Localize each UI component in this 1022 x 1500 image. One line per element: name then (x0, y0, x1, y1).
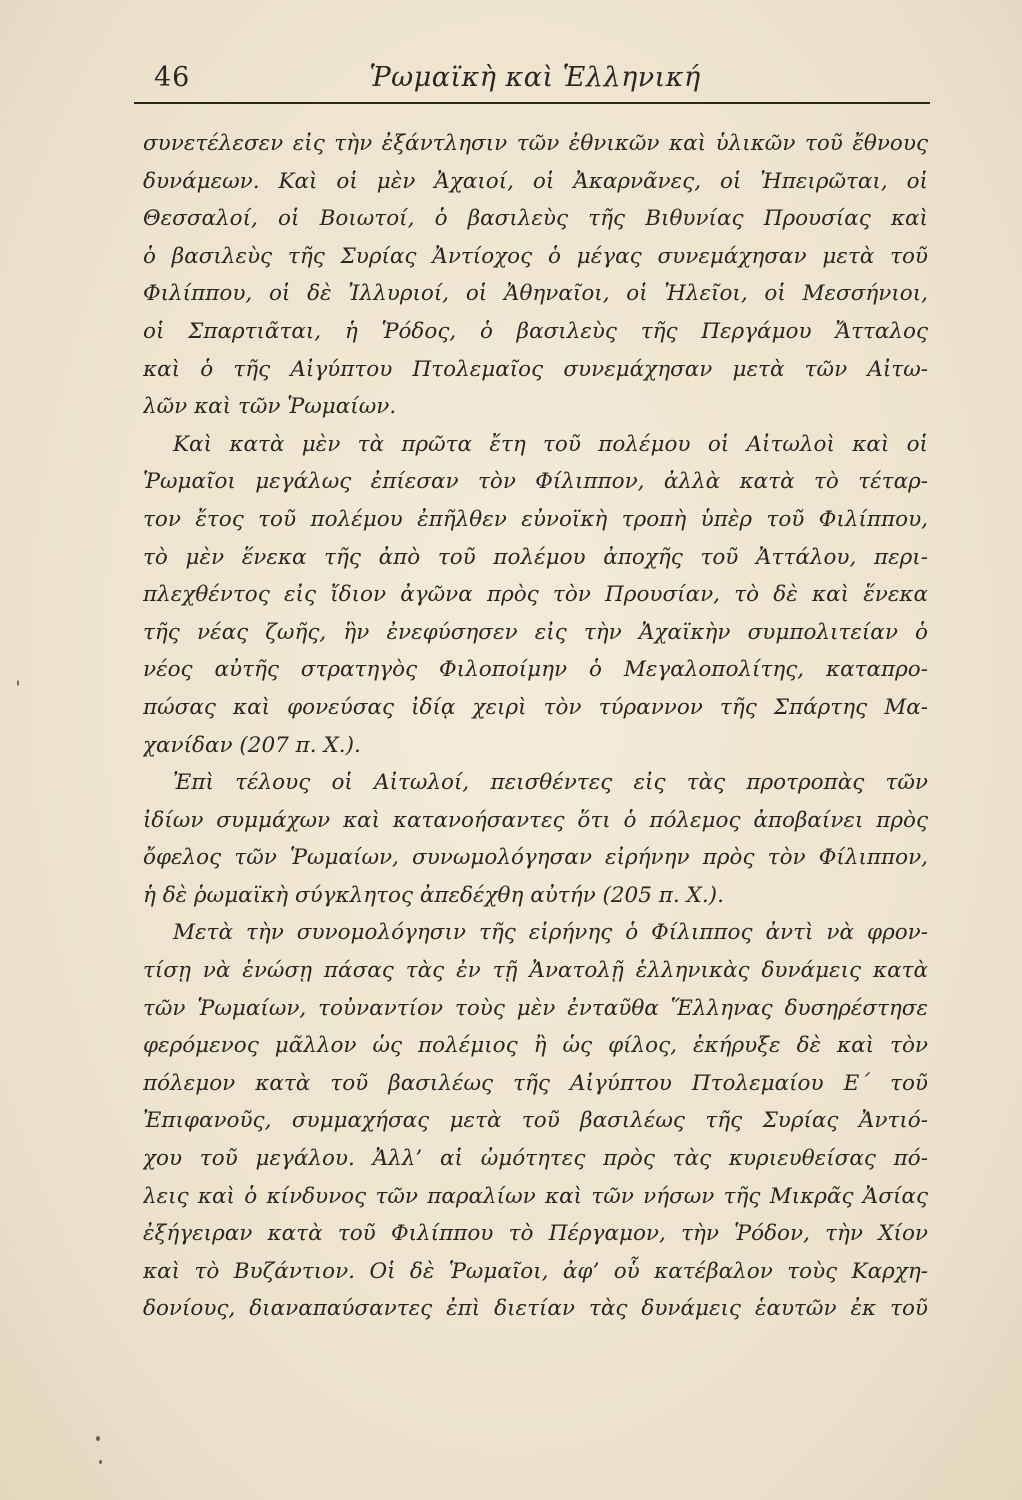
text-line: ὁ βασιλεὺς τῆς Συρίας Ἀντίοχος ὁ μέγας συνεμάχησαν μετὰ τοῦ (143, 243, 928, 269)
text-line: χου τοῦ μεγάλου. Ἀλλ’ αἱ ὠμότητες πρὸς τὰς κυριευθείσας πό- (143, 1146, 928, 1172)
text-line: πώσας καὶ φονεύσας ἰδίᾳ χειρὶ τὸν τύραννον τῆς Σπάρτης Μα- (143, 694, 928, 720)
text-line: Φιλίππου, οἱ δὲ Ἰλλυριοί, οἱ Ἀθηναῖοι, οἱ Ἠλεῖοι, οἱ Μεσσήνιοι, (143, 281, 928, 307)
text-line: λῶν καὶ τῶν Ῥωμαίων. (143, 394, 397, 420)
body-text (143, 125, 928, 1328)
text-line: Ῥωμαῖοι μεγάλως ἐπίεσαν τὸν Φίλιππον, ἀλλὰ κατὰ τὸ τέταρ- (143, 469, 928, 495)
text-line: ἡ δὲ ῥωμαϊκὴ σύγκλητος ἀπεδέχθη αὐτήν (205 π. Χ.). (143, 882, 724, 908)
text-line: Ἐπιφανοῦς, συμμαχήσας μετὰ τοῦ βασιλέως τῆς Συρίας Ἀντιό- (143, 1108, 928, 1134)
text-line: Ἐπὶ τέλους οἱ Αἰτωλοί, πεισθέντες εἰς τὰς προτροπὰς τῶν (173, 770, 928, 796)
page-header (140, 58, 930, 104)
text-line: οἱ Σπαρτιᾶται, ἡ Ῥόδος, ὁ βασιλεὺς τῆς Περγάμου Ἄτταλος (143, 318, 928, 344)
text-line: τὸ μὲν ἕνεκα τῆς ἀπὸ τοῦ πολέμου ἀποχῆς τοῦ Ἀττάλου, περι- (143, 544, 928, 570)
text-line: ἐξήγειραν κατὰ τοῦ Φιλίππου τὸ Πέργαμον, τὴν Ῥόδον, τὴν Χίον (143, 1221, 928, 1247)
text-line: λεις καὶ ὁ κίνδυνος τῶν παραλίων καὶ τῶν νήσων τῆς Μικρᾶς Ἀσίας (143, 1183, 928, 1209)
text-line: φερόμενος μᾶλλον ὡς πολέμιος ἢ ὡς φίλος, ἐκήρυξε δὲ καὶ τὸν (143, 1033, 928, 1059)
text-line: ὄφελος τῶν Ῥωμαίων, συνωμολόγησαν εἰρήνην πρὸς τὸν Φίλιππον, (143, 845, 928, 871)
text-line: συνετέλεσεν εἰς τὴν ἐξάντλησιν τῶν ἐθνικῶν καὶ ὑλικῶν τοῦ ἔθνους (143, 131, 928, 156)
text-line: τῶν Ῥωμαίων, τοὐναντίον τοὺς μὲν ἐνταῦθα Ἕλληνας δυσηρέστησε (143, 995, 928, 1021)
text-line: καὶ ὁ τῆς Αἰγύπτου Πτολεμαῖος συνεμάχησαν μετὰ τῶν Αἰτω- (143, 356, 928, 382)
text-line: Μετὰ τὴν συνομολόγησιν τῆς εἰρήνης ὁ Φίλιππος ἀντὶ νὰ φρον- (173, 920, 928, 946)
text-line: τῆς νέας ζωῆς, ἣν ἐνεφύσησεν εἰς τὴν Ἀχαϊκὴν συμπολιτείαν ὁ (143, 619, 928, 645)
text-line: καὶ τὸ Βυζάντιον. Οἱ δὲ Ῥωμαῖοι, ἀφ’ οὗ κατέβαλον τοὺς Καρχη- (143, 1258, 928, 1284)
text-line: Θεσσαλοί, οἱ Βοιωτοί, ὁ βασιλεὺς τῆς Βιθυνίας Προυσίας καὶ (143, 206, 928, 232)
text-line: νέος αὐτῆς στρατηγὸς Φιλοποίμην ὁ Μεγαλοπολίτης, καταπρο- (143, 657, 928, 683)
text-line: τίσῃ νὰ ἑνώσῃ πάσας τὰς ἐν τῇ Ἀνατολῇ ἑλληνικὰς δυνάμεις κατὰ (143, 958, 928, 984)
text-line: πόλεμον κατὰ τοῦ βασιλέως τῆς Αἰγύπτου Πτολεμαίου Ε΄ τοῦ (143, 1070, 928, 1096)
page-number: 46 (154, 62, 191, 93)
text-line: ἰδίων συμμάχων καὶ κατανοήσαντες ὅτι ὁ πόλεμος ἀποβαίνει πρὸς (143, 807, 928, 833)
text-line: τον ἔτος τοῦ πολέμου ἐπῆλθεν εὐνοϊκὴ τροπὴ ὑπὲρ τοῦ Φιλίππου, (143, 506, 928, 532)
header-rule (134, 102, 930, 104)
text-line: πλεχθέντος εἰς ἴδιον ἀγῶνα πρὸς τὸν Προυσίαν, τὸ δὲ καὶ ἕνεκα (143, 582, 928, 608)
paper-speck (99, 1460, 102, 1464)
text-line: δυνάμεων. Καὶ οἱ μὲν Ἀχαιοί, οἱ Ἀκαρνᾶνες, οἱ Ἠπειρῶται, οἱ (143, 168, 928, 194)
paper-speck (96, 1436, 100, 1441)
running-title: Ῥωμαϊκὴ καὶ Ἑλληνική (369, 62, 701, 93)
paper-speck (17, 680, 19, 686)
text-line: χανίδαν (207 π. Χ.). (143, 732, 361, 758)
text-line: δονίους, διαναπαύσαντες ἐπὶ διετίαν τὰς δυνάμεις ἑαυτῶν ἐκ τοῦ (143, 1296, 928, 1322)
text-line: Καὶ κατὰ μὲν τὰ πρῶτα ἔτη τοῦ πολέμου οἱ Αἰτωλοὶ καὶ οἱ (173, 431, 928, 457)
